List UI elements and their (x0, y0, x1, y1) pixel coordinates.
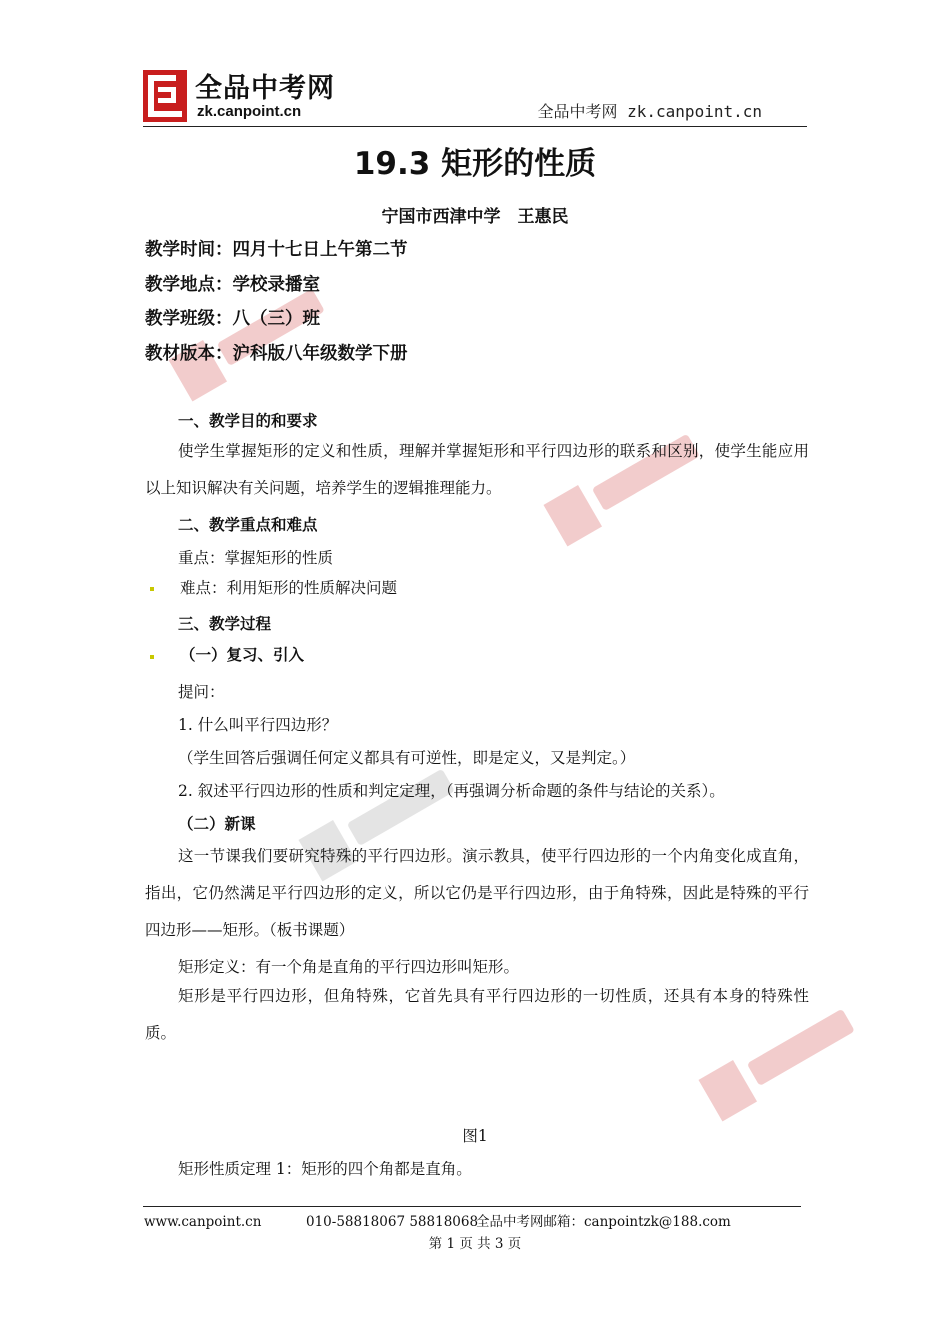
author-line: 宁国市西津中学 王惠民 (381, 207, 569, 227)
question-1-note: （学生回答后强调任何定义都具有可逆性，即是定义，又是判定。） (178, 749, 636, 767)
section-heading-process: 三、教学过程 (178, 615, 272, 633)
marker-dot (150, 655, 154, 659)
subsection-new-lesson: （二）新课 (178, 815, 256, 833)
brand-name: 全品中考网 (195, 73, 335, 104)
rectangle-properties-paragraph: 矩形是平行四边形，但角特殊，它首先具有平行四边形的一切性质，还具有本身的特殊性质。 (145, 987, 809, 1042)
rectangle-definition: 矩形定义：有一个角是直角的平行四边形叫矩形。 (178, 958, 520, 976)
question-2: 2. 叙述平行四边形的性质和判定定理，（再强调分析命题的条件与结论的关系）。 (178, 782, 725, 800)
theorem-1: 矩形性质定理 1：矩形的四个角都是直角。 (178, 1160, 472, 1178)
page-number: 第 1 页 共 3 页 (428, 1236, 522, 1252)
meta-place: 教学地点：学校录播室 (145, 275, 320, 295)
canpoint-logo-icon (143, 70, 187, 122)
meta-class: 教学班级：八（三）班 (145, 309, 320, 329)
new-lesson-paragraph: 这一节课我们要研究特殊的平行四边形。演示教具，使平行四边形的一个内角变化成直角，指出，它仍然满足平行四边形的定义，所以它仍是平行四边形，由于角特殊，因此是特殊的平行四边形——矩形。（板书课题） (145, 847, 809, 939)
footer-divider (143, 1206, 801, 1207)
footer-line (144, 1210, 731, 1230)
header-divider (143, 126, 807, 127)
footer-phone: 010-58818067 58818068 (306, 1214, 479, 1230)
section-heading-key-points: 二、教学重点和难点 (178, 516, 318, 534)
section-heading-objectives: 一、教学目的和要求 (178, 412, 318, 430)
difficult-point-text: 难点：利用矩形的性质解决问题 (180, 579, 398, 597)
question-label: 提问： (178, 683, 225, 701)
footer-site: www.canpoint.cn (144, 1214, 262, 1230)
meta-textbook: 教材版本：沪科版八年级数学下册 (145, 344, 408, 364)
question-1: 1. 什么叫平行四边形？ (178, 716, 338, 734)
marker-dot (150, 587, 154, 591)
figure-caption: 图1 (462, 1127, 488, 1145)
subsection-review: （一）复习、引入 (180, 646, 305, 664)
header-site-text: 全品中考网 zk.canpoint.cn (537, 102, 762, 121)
key-point-text: 重点：掌握矩形的性质 (178, 549, 334, 567)
meta-time: 教学时间：四月十七日上午第二节 (145, 240, 408, 260)
objectives-paragraph: 使学生掌握矩形的定义和性质，理解并掌握矩形和平行四边形的联系和区别，使学生能应用以上知识解决有关问题，培养学生的逻辑推理能力。 (145, 442, 809, 497)
brand-url: zk.canpoint.cn (197, 103, 302, 120)
document-title: 19.3 矩形的性质 (353, 146, 597, 182)
footer-email: 全品中考网邮箱：canpointzk@188.com (476, 1214, 731, 1230)
